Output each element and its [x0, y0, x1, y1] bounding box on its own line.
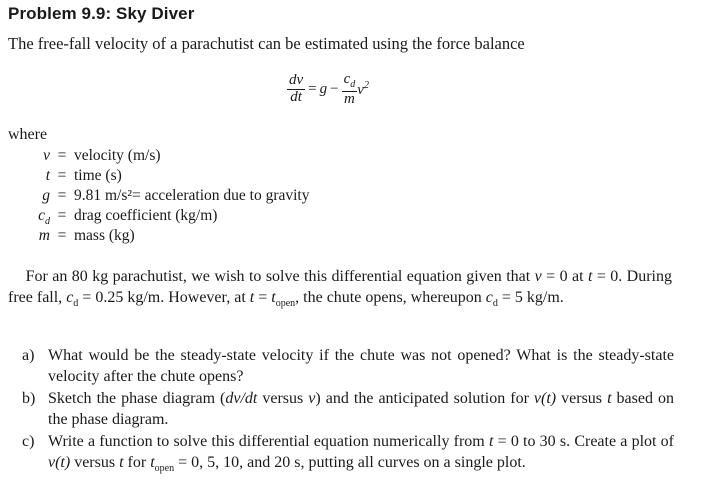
- symbol-letter: t: [45, 167, 50, 184]
- paragraph-text: =: [254, 289, 272, 306]
- intro-text: The free-fall velocity of a parachutist can be estimated using the force balance: [8, 34, 525, 53]
- definition-description: 9.81 m/s²= acceleration due to gravity: [74, 187, 310, 204]
- definition-equals: =: [57, 147, 67, 164]
- fraction-numerator: dv: [289, 72, 304, 89]
- definition-equals: =: [57, 207, 67, 224]
- topen-subscript: open: [154, 463, 175, 475]
- symbol-letter: m: [38, 227, 50, 244]
- minus-sign: −: [330, 81, 339, 98]
- gravity-symbol: g: [319, 81, 328, 98]
- definition-description: velocity (m/s): [74, 147, 161, 164]
- definition-description: time (s): [74, 167, 122, 184]
- symbol-letter: v: [43, 147, 50, 164]
- question-b: [22, 388, 674, 430]
- definition-symbol: [30, 206, 50, 226]
- velocity-symbol: [357, 80, 369, 99]
- paragraph-text: = 0 at: [541, 268, 588, 285]
- force-balance-equation: [287, 72, 369, 107]
- question-fragment: versus: [556, 390, 608, 407]
- definition-equals: =: [57, 167, 67, 184]
- paragraph-text: = 0.25 kg/m. However, at: [78, 289, 250, 306]
- problem-paragraph: [8, 266, 672, 314]
- definition-equals: =: [57, 227, 67, 244]
- question-label: c): [22, 433, 35, 450]
- definition-equals: =: [57, 187, 67, 204]
- equals-sign: =: [308, 81, 317, 98]
- question-fragment: = 0 to 30 s. Create a plot of: [493, 433, 674, 450]
- dv-dt-fraction: [287, 73, 305, 106]
- topen-var: t: [271, 289, 276, 306]
- squared-exponent: 2: [363, 80, 369, 92]
- question-fragment: for: [123, 454, 151, 471]
- definition-row: [30, 206, 309, 226]
- question-fragment: based on the phase diagram.: [48, 390, 674, 428]
- question-fragment: versus: [70, 454, 120, 471]
- question-a: [22, 345, 674, 387]
- questions-list: [22, 345, 674, 480]
- cd-m-fraction: [342, 72, 358, 107]
- paragraph-text: = 0. During free fall,: [8, 268, 672, 306]
- definition-symbol: [30, 166, 50, 186]
- fraction-numerator: [342, 72, 358, 92]
- symbol-subscript: d: [45, 216, 50, 228]
- definition-description: drag coefficient (kg/m): [74, 207, 218, 224]
- cd-subscript: d: [492, 298, 498, 310]
- where-label: where: [8, 126, 48, 143]
- paragraph-text: For an 80 kg parachutist, we wish to solve this differential equation given that: [25, 268, 535, 285]
- definition-row: [30, 146, 309, 166]
- paragraph-text: , the chute opens, whereupon: [295, 289, 486, 306]
- question-fragment: = 0, 5, 10, and 20 s, putting all curves on a single plot.: [174, 454, 526, 471]
- velocity-var: v: [308, 390, 316, 407]
- cd-subscript: d: [73, 298, 79, 310]
- question-fragment: versus: [257, 390, 309, 407]
- question-c: [22, 431, 674, 479]
- topen-var: t: [150, 454, 155, 471]
- symbol-letter: g: [42, 187, 50, 204]
- fraction-denominator: dt: [290, 89, 302, 106]
- question-text: What would be the steady-state velocity if the chute was not opened? What is the steady-state velocity after the chute opens?: [48, 347, 674, 385]
- dvdt-var: dv/dt: [225, 390, 258, 407]
- definition-row: [30, 186, 309, 206]
- cd-var: c: [485, 289, 493, 306]
- question-label: b): [22, 390, 36, 407]
- problem-title: Problem 9.9: Sky Diver: [8, 4, 195, 23]
- time-var: t: [607, 390, 612, 407]
- question-text: [48, 431, 674, 479]
- cd-symbol: c: [343, 71, 351, 87]
- time-var: t: [587, 268, 593, 285]
- question-label: a): [22, 347, 35, 364]
- v-letter: v: [357, 82, 364, 99]
- time-var: t: [119, 454, 124, 471]
- question-fragment: Sketch the phase diagram (: [48, 390, 226, 407]
- definition-row: [30, 166, 309, 186]
- time-var: t: [249, 289, 255, 306]
- definition-symbol: [30, 226, 50, 246]
- time-var: t: [488, 433, 494, 450]
- cd-var: c: [66, 289, 74, 306]
- cd-subscript: d: [350, 79, 356, 90]
- definition-row: [30, 226, 309, 246]
- fraction-denominator: m: [344, 90, 355, 107]
- definition-symbol: [30, 186, 50, 206]
- question-text: [48, 388, 674, 430]
- topen-subscript: open: [275, 298, 296, 310]
- symbol-letter: c: [38, 207, 45, 224]
- definitions-list: [30, 146, 309, 246]
- question-fragment: ) and the anticipated solution for: [315, 390, 534, 407]
- vt-var: v(t): [533, 390, 557, 407]
- velocity-var: v: [534, 268, 542, 285]
- question-fragment: Write a function to solve this differential equation numerically from: [48, 433, 489, 450]
- vt-var: v(t): [48, 454, 71, 471]
- definition-description: mass (kg): [74, 227, 135, 244]
- definition-symbol: [30, 146, 50, 166]
- paragraph-text: = 5 kg/m.: [497, 289, 564, 306]
